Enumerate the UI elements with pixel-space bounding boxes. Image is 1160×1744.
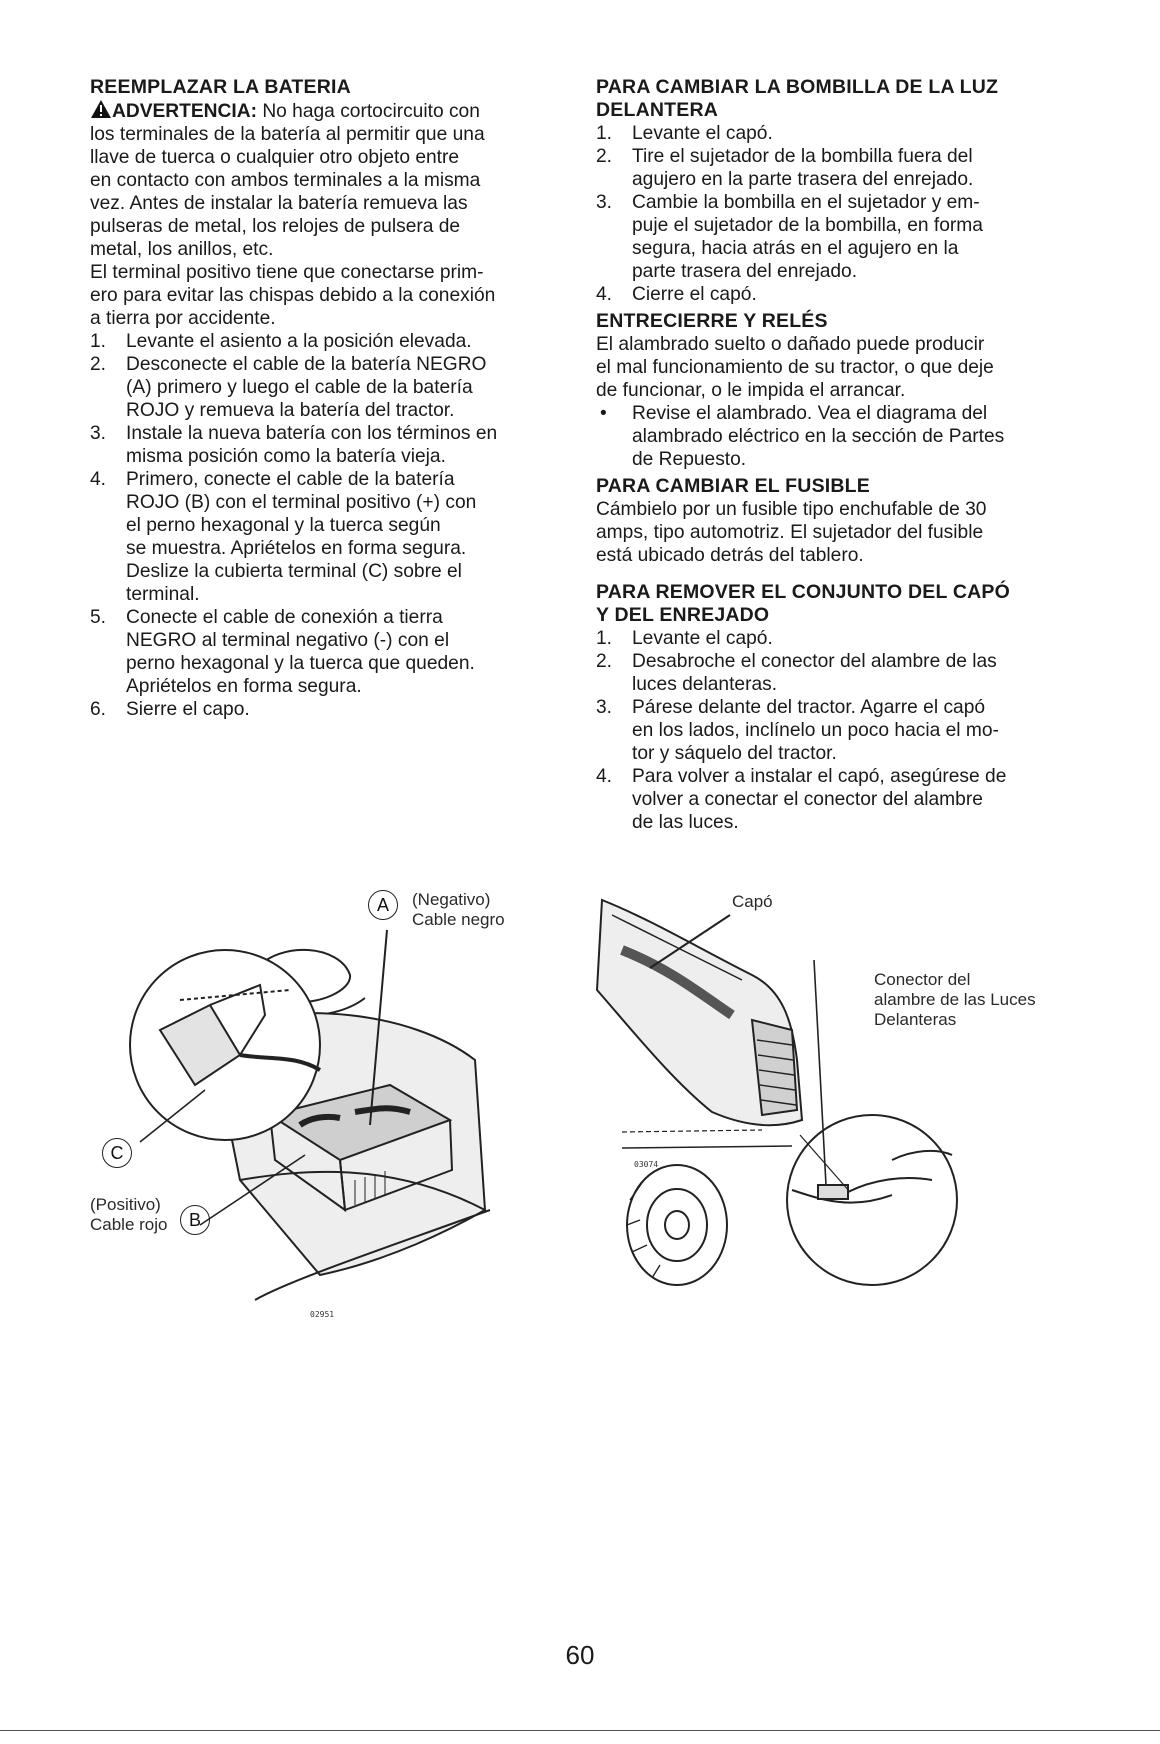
positive-cable-label: Cable rojo xyxy=(90,1215,168,1234)
list-item: 3. Instale la nueva batería con los términos en misma posición como la batería vieja. xyxy=(90,423,498,467)
warning-line: en contacto con ambos terminales a la misma xyxy=(90,170,481,191)
fuse-line: está ubicado detrás del tablero. xyxy=(596,545,864,566)
list-item: • Revise el alambrado. Vea el diagrama del alambrado eléctrico en la sección de Partes de Repuesto. xyxy=(600,403,1005,470)
fuse-line: amps, tipo automotriz. El sujetador del fusible xyxy=(596,522,984,543)
positive-note-line: El terminal positivo tiene que conectarse prim- xyxy=(90,262,484,283)
hood-figure xyxy=(592,880,1082,1340)
list-item: 1. Levante el capó. xyxy=(596,123,773,144)
callout-c: C xyxy=(102,1138,132,1168)
hood-label: Capó xyxy=(732,892,773,911)
list-item: 6. Sierre el capo. xyxy=(90,699,250,720)
bullet-mark: • xyxy=(600,403,607,424)
list-item: 1. Levante el asiento a la posición elevada. xyxy=(90,331,472,352)
fuse-line: Cámbielo por un fusible tipo enchufable de 30 xyxy=(596,499,987,520)
list-item: 2. Desconecte el cable de la batería NEGRO (A) primero y luego el cable de la batería ROJO y remueva la batería del tractor. xyxy=(90,354,487,421)
list-item: 1. Levante el capó. xyxy=(596,628,773,649)
wiring-line: de funcionar, o le impida el arrancar. xyxy=(596,380,906,401)
battery-illustration xyxy=(90,880,560,1340)
hood-steps-list xyxy=(596,627,1082,834)
list-item: 4. Primero, conecte el cable de la batería ROJO (B) con el terminal positivo (+) con el perno hexagonal y la tuerca según se muestra. Apriételos en forma segura. Deslize la cubierta terminal (C) sobre el terminal. xyxy=(90,469,477,605)
fuse-section-title: PARA CAMBIAR EL FUSIBLE xyxy=(596,475,870,497)
warning-word: ADVERTENCIA: xyxy=(112,101,257,122)
warning-text: No haga cortocircuito con xyxy=(256,101,480,122)
bottom-rule xyxy=(0,1730,1160,1731)
list-item: 2. Tire el sujetador de la bombilla fuera del agujero en la parte trasera del enrejado. xyxy=(596,146,974,190)
right-column xyxy=(596,76,1082,834)
wiring-line: El alambrado suelto o dañado puede producir xyxy=(596,334,985,355)
warning-line: llave de tuerca o cualquier otro objeto entre xyxy=(90,147,460,168)
bulb-section-title-line: DELANTERA xyxy=(596,99,719,121)
positive-note-line: a tierra por accidente. xyxy=(90,308,276,329)
list-item: 2. Desabroche el conector del alambre de las luces delanteras. xyxy=(596,651,997,695)
warning-line: metal, los anillos, etc. xyxy=(90,239,274,260)
list-item: 3. Cambie la bombilla en el sujetador y em- puje el sujetador de la bombilla, en forma segura, hacia atrás en el agujero en la parte trasera del enrejado. xyxy=(596,192,983,282)
list-item: 4. Para volver a instalar el capó, asegúrese de volver a conectar el conector del alambre de las luces. xyxy=(596,766,1007,833)
wiring-line: el mal funcionamiento de su tractor, o que deje xyxy=(596,357,994,378)
list-item: 4. Cierre el capó. xyxy=(596,284,757,305)
positive-note-line: ero para evitar las chispas debido a la conexión xyxy=(90,285,496,306)
hood-section-title-line: Y DEL ENREJADO xyxy=(596,604,770,626)
connector-label: Delanteras xyxy=(874,1010,957,1029)
positive-cable-label: (Positivo) xyxy=(90,1195,161,1214)
warning-first-line xyxy=(90,99,570,123)
left-column xyxy=(90,76,570,721)
warning-triangle-icon xyxy=(90,99,112,119)
connector-label: Conector del xyxy=(874,970,971,989)
negative-cable-label: Cable negro xyxy=(412,910,505,929)
page-number: 60 xyxy=(565,1640,595,1670)
connector-label: alambre de las Luces xyxy=(874,990,1036,1009)
warning-line: pulseras de metal, los relojes de pulsera de xyxy=(90,216,461,237)
wiring-section-title: ENTRECIERRE Y RELÉS xyxy=(596,310,828,332)
bulb-steps-list xyxy=(596,122,1082,306)
hood-illustration xyxy=(592,880,1082,1340)
list-item: 5. Conecte el cable de conexión a tierra NEGRO al terminal negativo (-) con el perno hexagonal y la tuerca que queden. Apriételos en forma segura. xyxy=(90,607,475,697)
bulb-section-title-line: PARA CAMBIAR LA BOMBILLA DE LA LUZ xyxy=(596,76,999,98)
warning-line: los terminales de la batería al permitir que una xyxy=(90,124,485,145)
callout-a: A xyxy=(368,890,398,920)
battery-figure xyxy=(90,880,560,1340)
wiring-bullet-list xyxy=(596,402,1082,471)
warning-line: vez. Antes de instalar la batería remueva las xyxy=(90,193,468,214)
battery-section-title: REEMPLAZAR LA BATERIA xyxy=(90,76,351,98)
hood-section-title-line: PARA REMOVER EL CONJUNTO DEL CAPÓ xyxy=(596,581,1010,603)
figure-code: 03074 xyxy=(634,1160,659,1169)
list-item: 3. Párese delante del tractor. Agarre el capó en los lados, inclínelo un poco hacia el mo- tor y sáquelo del tractor. xyxy=(596,697,999,764)
battery-steps-list xyxy=(90,330,570,721)
callout-b: B xyxy=(180,1205,210,1235)
figure-code: 02951 xyxy=(310,1310,335,1319)
negative-cable-label: (Negativo) xyxy=(412,890,491,909)
